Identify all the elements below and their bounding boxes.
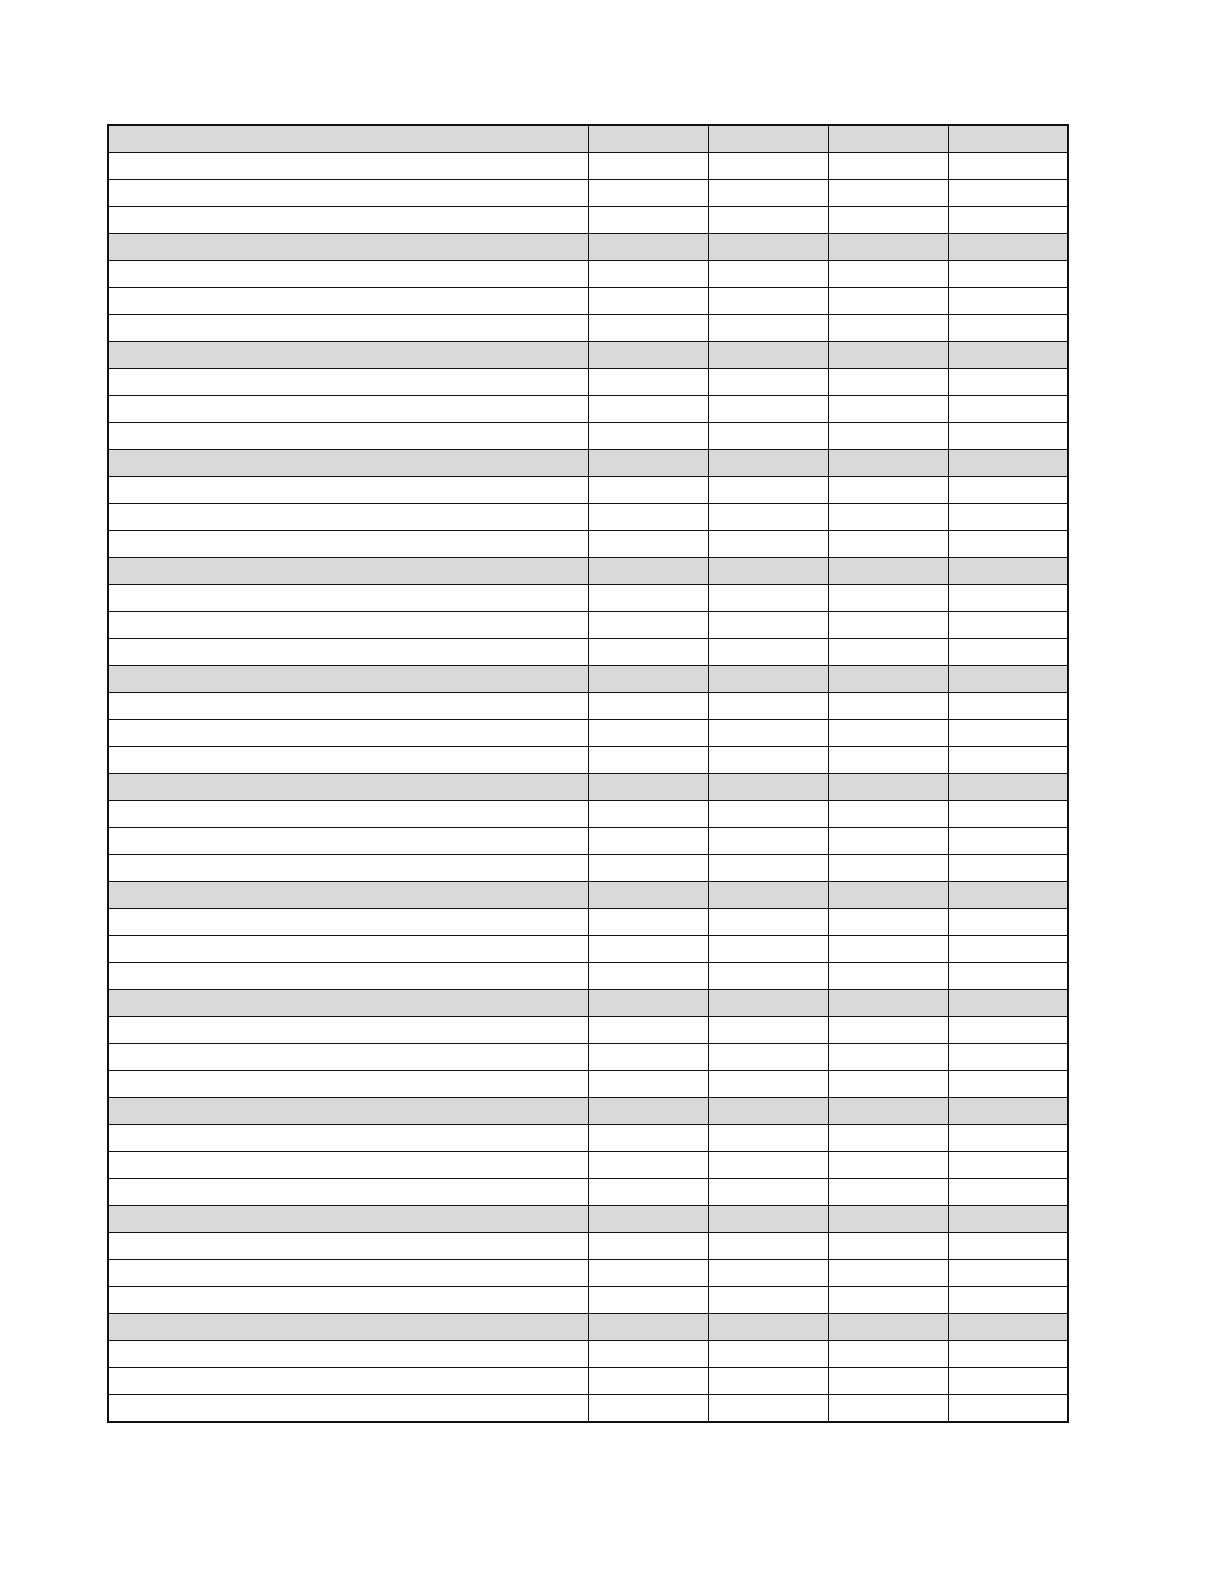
value-cell — [708, 1368, 828, 1395]
value-cell — [708, 693, 828, 720]
value-cell — [828, 1287, 948, 1314]
value-cell — [708, 342, 828, 369]
value-cell — [588, 1152, 708, 1179]
shaded-header-row — [108, 450, 1068, 477]
value-cell — [708, 531, 828, 558]
value-cell — [708, 1287, 828, 1314]
value-cell — [588, 1098, 708, 1125]
value-cell — [948, 180, 1068, 207]
blank-row — [108, 1395, 1068, 1423]
blank-row — [108, 828, 1068, 855]
value-cell — [708, 882, 828, 909]
value-cell — [828, 1125, 948, 1152]
blank-row — [108, 1287, 1068, 1314]
value-cell — [588, 1260, 708, 1287]
value-cell — [588, 1287, 708, 1314]
description-cell — [108, 1260, 588, 1287]
description-cell — [108, 720, 588, 747]
blank-row — [108, 477, 1068, 504]
value-cell — [828, 1044, 948, 1071]
value-cell — [588, 612, 708, 639]
value-cell — [588, 882, 708, 909]
value-cell — [588, 1044, 708, 1071]
description-cell — [108, 234, 588, 261]
value-cell — [828, 423, 948, 450]
value-cell — [588, 801, 708, 828]
value-cell — [828, 1152, 948, 1179]
value-cell — [588, 261, 708, 288]
description-cell — [108, 423, 588, 450]
value-cell — [948, 1287, 1068, 1314]
value-cell — [828, 1098, 948, 1125]
value-cell — [828, 1368, 948, 1395]
description-cell — [108, 450, 588, 477]
value-cell — [828, 504, 948, 531]
value-cell — [948, 125, 1068, 153]
value-cell — [588, 828, 708, 855]
value-cell — [708, 1395, 828, 1423]
value-cell — [708, 261, 828, 288]
blank-row — [108, 1233, 1068, 1260]
value-cell — [828, 125, 948, 153]
value-cell — [948, 1233, 1068, 1260]
description-cell — [108, 936, 588, 963]
value-cell — [948, 207, 1068, 234]
value-cell — [828, 666, 948, 693]
value-cell — [708, 234, 828, 261]
value-cell — [708, 963, 828, 990]
value-cell — [708, 504, 828, 531]
value-cell — [708, 774, 828, 801]
value-cell — [588, 1314, 708, 1341]
grid-body — [108, 125, 1068, 1422]
value-cell — [948, 234, 1068, 261]
value-cell — [588, 342, 708, 369]
description-cell — [108, 882, 588, 909]
value-cell — [948, 1260, 1068, 1287]
description-cell — [108, 1125, 588, 1152]
value-cell — [948, 342, 1068, 369]
blank-row — [108, 1260, 1068, 1287]
value-cell — [948, 369, 1068, 396]
description-cell — [108, 207, 588, 234]
value-cell — [828, 990, 948, 1017]
shaded-header-row — [108, 774, 1068, 801]
description-cell — [108, 828, 588, 855]
value-cell — [708, 990, 828, 1017]
blank-row — [108, 423, 1068, 450]
value-cell — [948, 1017, 1068, 1044]
value-cell — [828, 450, 948, 477]
value-cell — [948, 585, 1068, 612]
description-cell — [108, 693, 588, 720]
value-cell — [948, 612, 1068, 639]
blank-row — [108, 1044, 1068, 1071]
value-cell — [828, 612, 948, 639]
description-cell — [108, 801, 588, 828]
value-cell — [708, 450, 828, 477]
value-cell — [828, 882, 948, 909]
value-cell — [588, 1395, 708, 1423]
value-cell — [828, 558, 948, 585]
description-cell — [108, 666, 588, 693]
value-cell — [828, 396, 948, 423]
value-cell — [948, 909, 1068, 936]
blank-row — [108, 936, 1068, 963]
value-cell — [948, 1071, 1068, 1098]
blank-row — [108, 585, 1068, 612]
value-cell — [588, 585, 708, 612]
shaded-header-row — [108, 882, 1068, 909]
blank-grid-table — [107, 124, 1069, 1423]
description-cell — [108, 1341, 588, 1368]
description-cell — [108, 1152, 588, 1179]
value-cell — [948, 855, 1068, 882]
value-cell — [588, 558, 708, 585]
value-cell — [708, 1206, 828, 1233]
description-cell — [108, 612, 588, 639]
value-cell — [588, 504, 708, 531]
description-cell — [108, 855, 588, 882]
description-cell — [108, 342, 588, 369]
value-cell — [948, 531, 1068, 558]
value-cell — [948, 639, 1068, 666]
value-cell — [948, 693, 1068, 720]
shaded-header-row — [108, 1098, 1068, 1125]
value-cell — [828, 531, 948, 558]
value-cell — [948, 396, 1068, 423]
shaded-header-row — [108, 666, 1068, 693]
description-cell — [108, 153, 588, 180]
blank-row — [108, 1152, 1068, 1179]
value-cell — [588, 315, 708, 342]
value-cell — [588, 666, 708, 693]
value-cell — [828, 1341, 948, 1368]
value-cell — [828, 288, 948, 315]
description-cell — [108, 774, 588, 801]
value-cell — [948, 1341, 1068, 1368]
value-cell — [588, 1341, 708, 1368]
value-cell — [828, 234, 948, 261]
value-cell — [588, 1368, 708, 1395]
value-cell — [708, 477, 828, 504]
blank-row — [108, 1368, 1068, 1395]
blank-row — [108, 369, 1068, 396]
value-cell — [828, 801, 948, 828]
value-cell — [708, 369, 828, 396]
value-cell — [828, 585, 948, 612]
value-cell — [708, 612, 828, 639]
blank-row — [108, 531, 1068, 558]
description-cell — [108, 909, 588, 936]
blank-row — [108, 1125, 1068, 1152]
value-cell — [708, 125, 828, 153]
value-cell — [948, 1179, 1068, 1206]
description-cell — [108, 558, 588, 585]
shaded-header-row — [108, 1314, 1068, 1341]
value-cell — [708, 1125, 828, 1152]
shaded-header-row — [108, 234, 1068, 261]
shaded-header-row — [108, 342, 1068, 369]
value-cell — [828, 1233, 948, 1260]
description-cell — [108, 531, 588, 558]
value-cell — [828, 1260, 948, 1287]
value-cell — [708, 639, 828, 666]
blank-row — [108, 612, 1068, 639]
description-cell — [108, 1287, 588, 1314]
value-cell — [828, 153, 948, 180]
value-cell — [708, 288, 828, 315]
shaded-header-row — [108, 125, 1068, 153]
value-cell — [588, 1179, 708, 1206]
value-cell — [588, 207, 708, 234]
description-cell — [108, 990, 588, 1017]
description-cell — [108, 585, 588, 612]
value-cell — [708, 1341, 828, 1368]
value-cell — [588, 990, 708, 1017]
value-cell — [708, 1098, 828, 1125]
value-cell — [708, 558, 828, 585]
value-cell — [948, 288, 1068, 315]
value-cell — [588, 396, 708, 423]
value-cell — [828, 747, 948, 774]
value-cell — [828, 369, 948, 396]
value-cell — [708, 1179, 828, 1206]
value-cell — [708, 1152, 828, 1179]
value-cell — [708, 855, 828, 882]
value-cell — [828, 261, 948, 288]
value-cell — [588, 1206, 708, 1233]
value-cell — [948, 261, 1068, 288]
description-cell — [108, 639, 588, 666]
value-cell — [948, 315, 1068, 342]
blank-row — [108, 288, 1068, 315]
value-cell — [708, 747, 828, 774]
description-cell — [108, 125, 588, 153]
value-cell — [948, 1395, 1068, 1423]
value-cell — [588, 153, 708, 180]
value-cell — [588, 639, 708, 666]
value-cell — [828, 639, 948, 666]
shaded-header-row — [108, 558, 1068, 585]
value-cell — [828, 342, 948, 369]
value-cell — [948, 1368, 1068, 1395]
blank-row — [108, 315, 1068, 342]
value-cell — [708, 1044, 828, 1071]
blank-row — [108, 720, 1068, 747]
blank-row — [108, 801, 1068, 828]
value-cell — [948, 558, 1068, 585]
value-cell — [948, 423, 1068, 450]
value-cell — [588, 369, 708, 396]
value-cell — [708, 936, 828, 963]
value-cell — [708, 828, 828, 855]
blank-row — [108, 396, 1068, 423]
shaded-header-row — [108, 990, 1068, 1017]
value-cell — [588, 855, 708, 882]
value-cell — [828, 693, 948, 720]
description-cell — [108, 1017, 588, 1044]
description-cell — [108, 1071, 588, 1098]
value-cell — [948, 990, 1068, 1017]
value-cell — [828, 1071, 948, 1098]
description-cell — [108, 1206, 588, 1233]
description-cell — [108, 1044, 588, 1071]
shaded-header-row — [108, 1206, 1068, 1233]
blank-row — [108, 1179, 1068, 1206]
description-cell — [108, 1233, 588, 1260]
value-cell — [948, 720, 1068, 747]
value-cell — [948, 666, 1068, 693]
value-cell — [948, 801, 1068, 828]
description-cell — [108, 315, 588, 342]
value-cell — [828, 1017, 948, 1044]
value-cell — [588, 1125, 708, 1152]
value-cell — [948, 828, 1068, 855]
value-cell — [948, 450, 1068, 477]
value-cell — [828, 1395, 948, 1423]
blank-row — [108, 855, 1068, 882]
blank-row — [108, 207, 1068, 234]
value-cell — [828, 477, 948, 504]
value-cell — [588, 477, 708, 504]
value-cell — [588, 720, 708, 747]
blank-row — [108, 693, 1068, 720]
value-cell — [708, 207, 828, 234]
description-cell — [108, 180, 588, 207]
value-cell — [588, 288, 708, 315]
value-cell — [828, 774, 948, 801]
value-cell — [708, 1017, 828, 1044]
value-cell — [708, 180, 828, 207]
value-cell — [828, 1206, 948, 1233]
description-cell — [108, 504, 588, 531]
blank-row — [108, 1071, 1068, 1098]
value-cell — [588, 180, 708, 207]
blank-row — [108, 639, 1068, 666]
description-cell — [108, 1179, 588, 1206]
value-cell — [708, 315, 828, 342]
value-cell — [948, 477, 1068, 504]
value-cell — [948, 1098, 1068, 1125]
value-cell — [588, 774, 708, 801]
value-cell — [948, 153, 1068, 180]
blank-row — [108, 1017, 1068, 1044]
description-cell — [108, 288, 588, 315]
value-cell — [828, 855, 948, 882]
value-cell — [708, 585, 828, 612]
description-cell — [108, 1314, 588, 1341]
value-cell — [588, 1233, 708, 1260]
value-cell — [948, 504, 1068, 531]
value-cell — [828, 936, 948, 963]
value-cell — [588, 234, 708, 261]
value-cell — [708, 153, 828, 180]
value-cell — [708, 396, 828, 423]
description-cell — [108, 369, 588, 396]
value-cell — [588, 450, 708, 477]
value-cell — [588, 423, 708, 450]
value-cell — [708, 1260, 828, 1287]
value-cell — [948, 963, 1068, 990]
value-cell — [708, 666, 828, 693]
blank-row — [108, 180, 1068, 207]
value-cell — [828, 963, 948, 990]
description-cell — [108, 396, 588, 423]
blank-row — [108, 153, 1068, 180]
value-cell — [828, 180, 948, 207]
blank-row — [108, 261, 1068, 288]
value-cell — [948, 1314, 1068, 1341]
value-cell — [708, 720, 828, 747]
value-cell — [948, 1206, 1068, 1233]
description-cell — [108, 747, 588, 774]
value-cell — [708, 1071, 828, 1098]
value-cell — [948, 882, 1068, 909]
description-cell — [108, 261, 588, 288]
value-cell — [708, 1233, 828, 1260]
value-cell — [708, 423, 828, 450]
blank-row — [108, 909, 1068, 936]
value-cell — [708, 1314, 828, 1341]
value-cell — [588, 909, 708, 936]
value-cell — [948, 936, 1068, 963]
blank-row — [108, 1341, 1068, 1368]
value-cell — [588, 936, 708, 963]
value-cell — [588, 1071, 708, 1098]
description-cell — [108, 963, 588, 990]
value-cell — [588, 693, 708, 720]
description-cell — [108, 1395, 588, 1423]
description-cell — [108, 1368, 588, 1395]
value-cell — [588, 1017, 708, 1044]
value-cell — [708, 801, 828, 828]
value-cell — [588, 125, 708, 153]
value-cell — [948, 747, 1068, 774]
blank-row — [108, 747, 1068, 774]
description-cell — [108, 477, 588, 504]
value-cell — [828, 1314, 948, 1341]
value-cell — [948, 1152, 1068, 1179]
value-cell — [588, 747, 708, 774]
blank-row — [108, 504, 1068, 531]
value-cell — [828, 720, 948, 747]
value-cell — [828, 909, 948, 936]
value-cell — [948, 1125, 1068, 1152]
description-cell — [108, 1098, 588, 1125]
value-cell — [588, 963, 708, 990]
value-cell — [828, 315, 948, 342]
value-cell — [828, 828, 948, 855]
blank-row — [108, 963, 1068, 990]
value-cell — [828, 207, 948, 234]
value-cell — [708, 909, 828, 936]
value-cell — [588, 531, 708, 558]
value-cell — [948, 1044, 1068, 1071]
value-cell — [948, 774, 1068, 801]
value-cell — [828, 1179, 948, 1206]
